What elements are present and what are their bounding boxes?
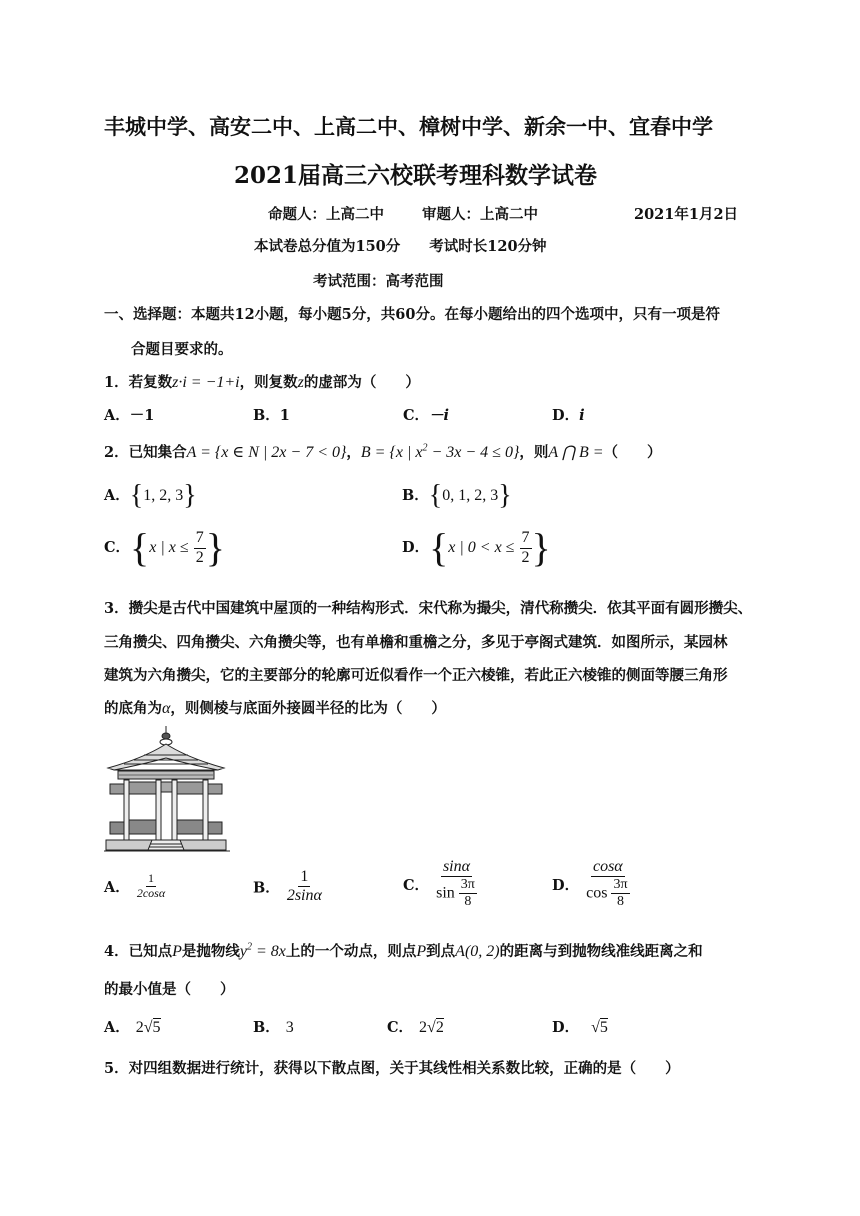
option-label: D． — [552, 1019, 580, 1036]
exam-date: 2021年1月2日 — [634, 206, 739, 223]
q3-option-d — [552, 858, 632, 911]
func-name: sin — [436, 884, 455, 902]
q4-point-a: A(0, 2) — [455, 943, 500, 960]
q4-line2: 的最小值是（ ） — [104, 981, 235, 998]
question-5: 5．对四组数据进行统计，获得以下散点图，关于其线性相关系数比较，正确的是（ ） — [104, 1060, 680, 1077]
option-label: A． — [104, 487, 130, 504]
pavilion-illustration — [104, 724, 230, 852]
question-1 — [104, 371, 420, 392]
q4-mid1: 是抛物线 — [181, 943, 240, 960]
q4-point-p: P — [172, 943, 182, 960]
numerator: cosα — [591, 858, 625, 877]
q2-set-b-pre: B = {x | x — [360, 444, 423, 461]
alpha-symbol: α — [162, 700, 171, 717]
q4-parabola-exp: 2 — [246, 941, 252, 953]
q2-comma: ， — [346, 444, 361, 461]
option-label: A． — [104, 1019, 130, 1036]
q4-mid2: 上的一个动点，则点 — [285, 943, 417, 960]
fraction — [194, 529, 206, 567]
numerator: 1 — [298, 868, 310, 887]
option-value: 0, 1, 2, 3 — [442, 487, 499, 504]
q1-option-c — [403, 404, 449, 425]
numerator: 3π — [611, 877, 629, 894]
option-value: －1 — [129, 407, 155, 424]
q4-option-d: D． √5 — [552, 1019, 608, 1036]
q4-parabola-y: y — [239, 943, 247, 960]
option-label: D． — [402, 539, 430, 556]
q3-line4 — [104, 697, 446, 718]
numerator: 1 — [147, 871, 154, 885]
numerator: 3π — [459, 877, 477, 894]
radicand: 2 — [435, 1019, 444, 1036]
q3-line1: 3．攒尖是古代中国建筑中屋顶的一种结构形式．宋代称为撮尖，清代称攒尖．依其平面有圆形攒尖、 — [104, 600, 753, 617]
q2-number: 2． — [104, 444, 129, 461]
option-label: B． — [253, 1019, 280, 1036]
numerator: 7 — [520, 529, 532, 548]
inner-fraction — [459, 877, 477, 910]
denominator: 2 — [195, 548, 204, 566]
q2-pre: 已知集合 — [128, 444, 187, 461]
q4-pre: 已知点 — [128, 943, 173, 960]
section-heading-cont: 合题目要求的。 — [131, 341, 233, 358]
q1-option-d — [552, 404, 585, 425]
option-label: C． — [387, 1019, 414, 1036]
proposer: 命题人：上高二中 — [268, 206, 384, 223]
inner-fraction — [611, 877, 629, 910]
coefficient: 2 — [135, 1019, 144, 1036]
option-label: D． — [552, 407, 580, 424]
option-value: 1, 2, 3 — [143, 487, 184, 504]
q2-set-b-post: − 3x − 4 ≤ 0} — [427, 444, 520, 461]
q2-tail: （ ） — [603, 444, 662, 461]
numerator: sinα — [441, 858, 472, 877]
denominator — [584, 877, 631, 910]
option-value: x | 0 < x ≤ — [448, 539, 515, 556]
q3-option-b — [253, 868, 324, 906]
q4-parabola-rhs: = 8x — [251, 943, 286, 960]
q4-parabola — [240, 943, 286, 960]
radicand: 5 — [599, 1019, 608, 1036]
q4-point-p2: P — [416, 943, 427, 960]
denominator: 8 — [464, 894, 472, 910]
option-value: －i — [429, 407, 450, 424]
score-and-time: 本试卷总分值为150分 考试时长120分钟 — [254, 238, 547, 255]
option-label: C． — [104, 539, 131, 556]
q2-option-a: A．{1, 2, 3} — [104, 480, 197, 511]
q4-tail: 的距离与到抛物线准线距离之和 — [499, 943, 703, 960]
option-label: B． — [253, 407, 280, 424]
q2-option-c: C．{x | x ≤ $\frac{7}{2}$ } — [104, 525, 225, 570]
question-2 — [104, 441, 662, 462]
fraction — [434, 858, 479, 911]
q4-mid3: 到点 — [426, 943, 456, 960]
q2-set-b — [361, 444, 519, 461]
denominator: 8 — [617, 894, 624, 910]
q4-option-b — [253, 1016, 294, 1037]
denominator: 2cosα — [136, 885, 166, 900]
q3-line4-post: ，则侧棱与底面外接圆半径的比为（ ） — [170, 700, 446, 717]
option-value: 3 — [285, 1019, 294, 1036]
q1-number: 1． — [104, 374, 129, 391]
q4-option-a: A． 2√5 — [104, 1019, 161, 1036]
numerator: 7 — [194, 529, 206, 548]
q3-line2: 三角攒尖、四角攒尖、六角攒尖等，也有单檐和重檐之分，多见于亭阁式建筑．如图所示，某园林 — [104, 634, 728, 651]
q1-var: z — [297, 374, 304, 391]
q4-number: 4． — [104, 943, 129, 960]
q2-intersection: A ⋂ B = — [548, 444, 604, 461]
schools-line: 丰城中学、高安二中、上高二中、樟树中学、新余一中、宜春中学 — [104, 114, 713, 139]
q2-set-b-exp: 2 — [422, 442, 428, 454]
q1-pre: 若复数 — [128, 374, 173, 391]
option-value: 1 — [279, 407, 290, 424]
radicand: 5 — [152, 1019, 161, 1036]
q1-tail: 的虚部为（ ） — [303, 374, 420, 391]
option-label: A． — [104, 878, 130, 896]
q2-then: ，则 — [519, 444, 549, 461]
exam-title: 2021届高三六校联考理科数学试卷 — [234, 162, 598, 189]
reviewer: 审题人：上高二中 — [422, 206, 538, 223]
q2-option-d: D．{x | 0 < x ≤ $\frac{7}{2}$ } — [402, 525, 551, 570]
option-label: C． — [403, 407, 430, 424]
q1-option-b — [253, 404, 290, 425]
q1-post: ，则复数 — [239, 374, 298, 391]
q2-set-a: A = {x ∈ N | 2x − 7 < 0} — [186, 444, 347, 461]
q3-line3: 建筑为六角攒尖，它的主要部分的轮廓可近似看作一个正六棱锥，若此正六棱锥的侧面等腰三角形 — [104, 667, 728, 684]
option-label: B． — [253, 879, 280, 897]
denominator: 2 — [521, 548, 530, 566]
denominator — [434, 877, 479, 910]
q3-option-c — [403, 858, 479, 911]
section-heading: 一、选择题：本题共12小题，每小题5分，共60分。在每小题给出的四个选项中，只有一项是符 — [104, 306, 720, 323]
option-label: B． — [402, 487, 429, 504]
denominator: 2sinα — [286, 887, 322, 905]
q3-line4-pre: 的底角为 — [104, 700, 162, 717]
q1-option-a — [104, 404, 154, 425]
option-label: D． — [552, 876, 580, 894]
fraction — [135, 872, 167, 901]
q4-option-c: C． 2√2 — [387, 1019, 444, 1036]
func-name: cos — [586, 884, 608, 902]
question-4 — [104, 940, 703, 961]
coefficient: 2 — [419, 1019, 428, 1036]
option-value: i — [579, 407, 585, 424]
option-label: C． — [403, 876, 430, 894]
option-value: x | x ≤ — [149, 539, 189, 556]
exam-scope: 考试范围：高考范围 — [313, 273, 444, 290]
fraction — [520, 529, 532, 567]
fraction — [285, 868, 324, 906]
q1-expression: z·i = −1+i — [172, 374, 240, 391]
fraction — [584, 858, 631, 911]
q2-option-b: B．{0, 1, 2, 3} — [402, 480, 512, 511]
option-label: A． — [104, 407, 130, 424]
q3-option-a — [104, 872, 167, 901]
